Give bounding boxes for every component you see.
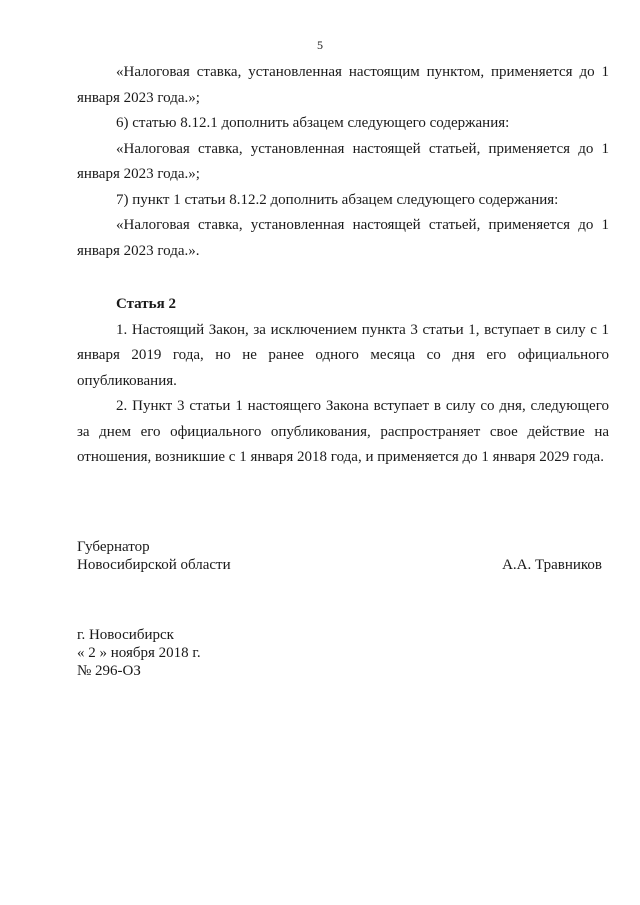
amendment-quote: «Налоговая ставка, установленная настоящей статьей, применяется до 1 января 2023 года.»;	[77, 140, 609, 182]
article-paragraph: 1. Настоящий Закон, за исключением пункта 3 статьи 1, вступает в силу с 1 января 2019 года, но не ранее одного месяца со дня его официального опубликования.	[77, 321, 609, 389]
law-number: № 296-ОЗ	[77, 663, 141, 679]
amendment-item: 7) пункт 1 статьи 8.12.2 дополнить абзацем следующего содержания:	[116, 191, 559, 208]
amendments-block	[77, 60, 609, 264]
amendment-quote: «Налоговая ставка, установленная настоящей статьей, применяется до 1 января 2023 года.».	[77, 217, 609, 259]
amendment-item: 6) статью 8.12.1 дополнить абзацем следующего содержания:	[116, 115, 510, 131]
page-number: 5	[317, 38, 323, 52]
amendment-quote: «Налоговая ставка, установленная настоящим пунктом, применяется до 1 января 2023 года.»;	[77, 64, 609, 106]
signer-name: А.А. Травников	[502, 557, 602, 573]
article-heading: Статья 2	[116, 296, 176, 312]
signer-row	[77, 556, 602, 574]
issue-details	[77, 626, 201, 680]
article-paragraph: 2. Пункт 3 статьи 1 настоящего Закона вступает в силу со дня, следующего за днем его официального опубликования, распространяет свое действие на отношения, возникшие с 1 января 2018 года, и применяется до 1 января 2029 года.	[77, 398, 609, 465]
signer-region: Новосибирской области	[77, 557, 231, 573]
signer-title: Губернатор	[77, 539, 150, 555]
issue-date: « 2 » ноября 2018 г.	[77, 645, 201, 661]
article-2-block	[77, 292, 609, 471]
signature-block	[77, 538, 602, 574]
issue-city: г. Новосибирск	[77, 627, 174, 643]
